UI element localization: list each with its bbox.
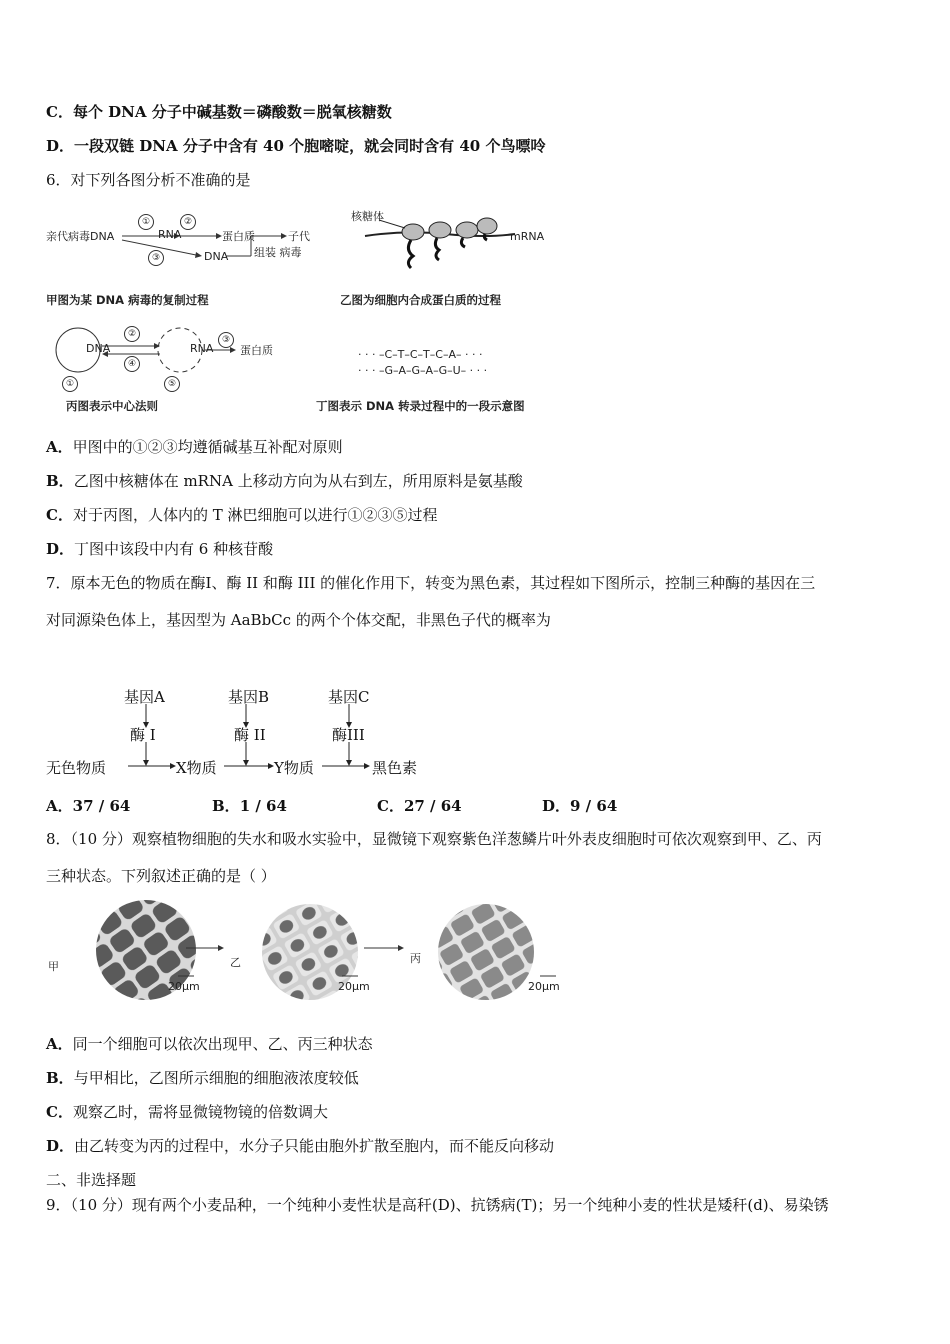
figure-ding-caption: 丁图表示 DNA 转录过程中的一段示意图: [316, 399, 525, 413]
section-two-heading: 二、非选择题: [46, 1171, 137, 1189]
jia-assemble: 组装 病毒: [254, 246, 302, 259]
q5-option-d: D．一段双链 DNA 分子中含有 40 个胞嘧啶，就会同时含有 40 个鸟嘌呤: [46, 137, 546, 155]
enzyme-2-label: 酶 II: [234, 726, 266, 744]
colorless-substance: 无色物质: [46, 759, 107, 777]
yi-ribosome: 核糖体: [351, 210, 384, 223]
enzyme-1-label: 酶 I: [130, 726, 156, 744]
panel-bing-scale: 20μm: [528, 980, 560, 993]
bing-protein: 蛋白质: [240, 344, 273, 357]
q6-option-d: D．丁图中该段中内有 6 种核苷酸: [46, 540, 274, 558]
q8-micrograph-row: [46, 900, 606, 1010]
q6-option-c: C．对于丙图，人体内的 T 淋巴细胞可以进行①②③⑤过程: [46, 506, 438, 524]
q7-pathway-diagram: [46, 684, 446, 779]
bing-step-1: ①: [62, 376, 78, 392]
q8-stem-line-1: 8．（10 分）观察植物细胞的失水和吸水实验中，显微镜下观察紫色洋葱鳞片叶外表皮细胞时可依次观察到甲、乙、丙: [46, 830, 822, 848]
q8-option-c: C．观察乙时，需将显微镜物镜的倍数调大: [46, 1103, 328, 1121]
bing-step-5: ⑤: [164, 376, 180, 392]
figure-yi-caption: 乙图为细胞内合成蛋白质的过程: [340, 293, 501, 307]
bing-step-4: ④: [124, 356, 140, 372]
bing-dna: DNA: [86, 342, 111, 355]
q6-option-b: B．乙图中核糖体在 mRNA 上移动方向为从右到左，所用原料是氨基酸: [46, 472, 523, 490]
q8-option-a: A．同一个细胞可以依次出现甲、乙、丙三种状态: [46, 1035, 373, 1053]
jia-offspring: 子代: [288, 230, 310, 243]
q6-stem: 6．对下列各图分析不准确的是: [46, 171, 251, 189]
bing-rna: RNA: [190, 342, 214, 355]
q8-option-d: D．由乙转变为丙的过程中，水分子只能由胞外扩散至胞内，而不能反向移动: [46, 1137, 555, 1155]
q7-stem-line-1: 7．原本无色的物质在酶Ⅰ、酶 II 和酶 III 的催化作用下，转变为黑色素，其过程如下图所示，控制三种酶的基因在三: [46, 574, 816, 592]
q7-option-d: D．9 / 64: [542, 797, 618, 815]
figure-jia: [46, 210, 326, 270]
q7-option-a: A．37 / 64: [46, 797, 131, 815]
ding-strand-2: · · · –G–A–G–A–G–U– · · ·: [358, 364, 488, 377]
jia-step-2: ②: [180, 214, 196, 230]
melanin: 黑色素: [372, 759, 418, 777]
q8-stem-line-2: 三种状态。下列叙述正确的是（ ）: [46, 867, 276, 885]
figure-jia-caption: 甲图为某 DNA 病毒的复制过程: [46, 293, 209, 307]
bing-step-2: ②: [124, 326, 140, 342]
yi-mrna: mRNA: [510, 230, 545, 243]
gene-b-label: 基因B: [228, 688, 270, 706]
jia-parent-dna: 亲代病毒DNA: [46, 230, 115, 243]
q7-option-b: B．1 / 64: [212, 797, 287, 815]
jia-step-1: ①: [138, 214, 154, 230]
enzyme-3-label: 酶III: [332, 726, 365, 744]
q8-option-b: B．与甲相比，乙图所示细胞的细胞液浓度较低: [46, 1069, 359, 1087]
y-substance: Y物质: [274, 759, 314, 777]
figure-bing-caption: 丙图表示中心法则: [66, 399, 158, 413]
gene-a-label: 基因A: [124, 688, 165, 706]
q6-option-a: A．甲图中的①②③均遵循碱基互补配对原则: [46, 438, 343, 456]
figure-yi: [345, 208, 545, 278]
q7-option-c: C．27 / 64: [377, 797, 462, 815]
gene-c-label: 基因C: [328, 688, 370, 706]
q7-stem-line-2: 对同源染色体上，基因型为 AaBbCc 的两个个体交配，非黑色子代的概率为: [46, 611, 551, 629]
panel-jia-scale: 20μm: [168, 980, 200, 993]
q9-stem: 9．（10 分）现有两个小麦品种，一个纯种小麦性状是高秆(D)、抗锈病(T)；另一个纯种小麦的性状是矮秆(d)、易染锈: [46, 1196, 829, 1214]
jia-rna: RNA: [158, 228, 182, 241]
bing-step-3: ③: [218, 332, 234, 348]
x-substance: X物质: [176, 759, 217, 777]
panel-yi-label: 乙: [230, 956, 241, 969]
panel-bing-label: 丙: [410, 952, 421, 965]
ding-strand-1: · · · –C–T–C–T–C–A– · · ·: [358, 348, 483, 361]
jia-dna: DNA: [204, 250, 229, 263]
figure-bing: [50, 320, 310, 395]
panel-yi-scale: 20μm: [338, 980, 370, 993]
micrograph-drawing: [46, 900, 606, 1010]
q5-option-c: C．每个 DNA 分子中碱基数＝磷酸数＝脱氧核糖数: [46, 103, 392, 121]
jia-protein: 蛋白质: [222, 230, 255, 243]
jia-step-3: ③: [148, 250, 164, 266]
panel-jia-label: 甲: [48, 960, 59, 973]
